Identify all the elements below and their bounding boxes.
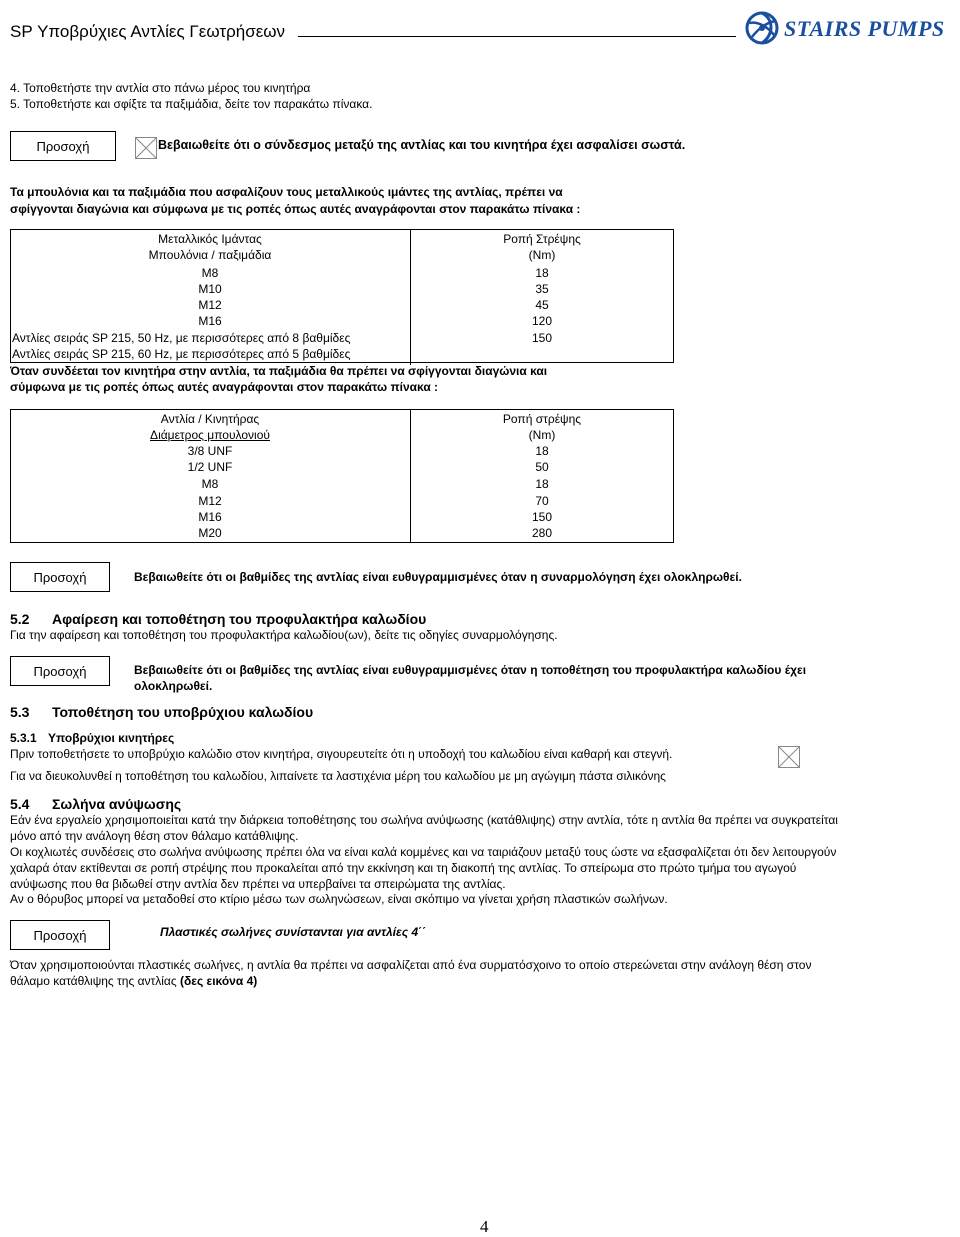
- table-row-torque: 50: [535, 460, 549, 474]
- step-5: 5. Τοποθετήστε και σφίξτε τα παξιμάδια, δείτε τον παρακάτω πίνακα.: [10, 97, 373, 111]
- warning-3-line-2: ολοκληρωθεί.: [134, 679, 213, 693]
- table-2-header-col1-line2: Διάμετρος μπουλονιού: [150, 428, 270, 442]
- table-row-size: M12: [198, 494, 222, 508]
- table-row-torque: 280: [531, 526, 553, 540]
- table-1-header-col2-line2: (Nm): [528, 248, 556, 262]
- stairs-pumps-logo: [744, 8, 956, 48]
- step-4: 4. Τοποθετήστε την αντλία στο πάνω μέρος του κινητήρα: [10, 81, 311, 95]
- logo-swirl-icon: [744, 9, 780, 47]
- header-rule: [298, 36, 736, 37]
- section-5-3-1-title: Υποβρύχιοι κινητήρες: [48, 731, 175, 745]
- section-5-4-line: χαλαρά όταν εκτίθενται σε ροπή στρέψης που προκαλείται από την εκκίνηση και τη διακοπή της αντλίας. Το σπείρωμα στο πρώτο τμήμα του αγωγού: [10, 861, 797, 875]
- table-2-header-col1-line1: Αντλία / Κινητήρας: [160, 412, 260, 426]
- document-header-title: SP Υποβρύχιες Αντλίες Γεωτρήσεων: [10, 22, 286, 41]
- table-1-header-col1-line2: Μπουλόνια / παξιμάδια: [148, 248, 272, 262]
- table-1-note-60hz: Αντλίες σειράς SP 215, 60 Hz, με περισσότερες από 5 βαθμίδες: [12, 347, 351, 361]
- table-row-torque: 18: [535, 477, 549, 491]
- warning-4-text: Πλαστικές σωλήνες συνίστανται για αντλίες 4΄΄: [160, 925, 427, 939]
- table-row-size: M16: [198, 314, 222, 328]
- section-5-3-1-line-1: Πριν τοποθετήσετε το υποβρύχιο καλώδιο στον κινητήρα, σιγουρευτείτε ότι η υποδοχή του καλωδίου είναι καθαρή και στεγνή.: [10, 747, 673, 761]
- table-row-torque: 18: [535, 444, 549, 458]
- section-5-2-number: 5.2: [10, 611, 30, 627]
- paragraph-2-line-1: Όταν συνδέεται τον κινητήρα στην αντλία, τα παξιμάδια θα πρέπει να σφίγγονται διαγώνια και: [10, 364, 548, 378]
- table-row-torque: 18: [535, 266, 549, 280]
- table-row-size: M16: [198, 510, 222, 524]
- page-number: 4: [480, 1217, 489, 1236]
- table-row-torque: 70: [535, 494, 549, 508]
- paragraph-1-line-2: σφίγγονται διαγώνια και σύμφωνα με τις ροπές όπως αυτές αναγράφονται στον παρακάτω πίνακα :: [10, 202, 581, 216]
- final-paragraph-text: θάλαμο κατάθλιψης της αντλίας: [10, 974, 180, 988]
- paragraph-2-line-2: σύμφωνα με τις ροπές όπως αυτές αναγράφονται στον παρακάτω πίνακα :: [10, 380, 439, 394]
- section-5-2-body: Για την αφαίρεση και τοποθέτηση του προφυλακτήρα καλωδίου(ων), δείτε τις οδηγίες συναρμολόγησης.: [10, 628, 558, 642]
- warning-label-box: Προσοχή: [10, 562, 110, 592]
- table-row-size: M8: [201, 266, 219, 280]
- table-1-note-torque: 150: [531, 331, 553, 345]
- section-5-4-line: μόνο από την ανάλογη θέση στον θάλαμο κατάθλιψης.: [10, 829, 299, 843]
- table-2-header-col2-line2: (Nm): [528, 428, 556, 442]
- missing-image-icon: [135, 137, 157, 159]
- section-5-3-number: 5.3: [10, 704, 30, 720]
- figure-reference: (δες εικόνα 4): [179, 974, 258, 988]
- warning-label-box: Προσοχή: [10, 656, 110, 686]
- section-5-3-title: Τοποθέτηση του υποβρύχιου καλωδίου: [52, 704, 314, 720]
- table-1-header-col1-line1: Μεταλλικός Ιμάντας: [158, 232, 262, 246]
- table-row-size: 3/8 UNF: [187, 444, 233, 458]
- warning-2-text: Βεβαιωθείτε ότι οι βαθμίδες της αντλίας είναι ευθυγραμμισμένες όταν η συναρμολόγηση έχει ολοκληρωθεί.: [134, 570, 742, 584]
- section-5-4-line: Αν ο θόρυβος μπορεί να μεταδοθεί στο κτίριο μέσω των σωληνώσεων, είναι σκόπιμο να γίνεται χρήση πλαστικών σωλήνων.: [10, 892, 668, 906]
- warning-1-text: Βεβαιωθείτε ότι ο σύνδεσμος μεταξύ της αντλίας και του κινητήρα έχει ασφαλίσει σωστά.: [158, 138, 686, 152]
- table-row-size: M10: [198, 282, 222, 296]
- section-5-4-line: ανύψωσης που θα βιδωθεί στην αντλία δεν πρέπει να υπερβαίνει τα σπειρώματα της αντλίας.: [10, 877, 506, 891]
- section-5-3-1-number: 5.3.1: [10, 731, 37, 745]
- logo-text: STAIRS PUMPS: [784, 16, 945, 41]
- warning-label-box: Προσοχή: [10, 920, 110, 950]
- warning-3-line-1: Βεβαιωθείτε ότι οι βαθμίδες της αντλίας είναι ευθυγραμμισμένες όταν η τοποθέτηση του προφυλακτήρα καλωδίου έχει: [134, 663, 807, 677]
- section-5-2-title: Αφαίρεση και τοποθέτηση του προφυλακτήρα καλωδίου: [52, 611, 427, 627]
- section-5-4-title: Σωλήνα ανύψωσης: [52, 796, 182, 812]
- table-1-header-col2-line1: Ροπή Στρέψης: [503, 232, 581, 246]
- table-row-size: 1/2 UNF: [187, 460, 233, 474]
- table-row-torque: 35: [535, 282, 549, 296]
- section-5-4-line: Εάν ένα εργαλείο χρησιμοποιείται κατά την διάρκεια τοποθέτησης του σωλήνα ανύψωσης (κατάθλιψης) στην αντλία, τότε η αντλία θα πρέπει να συγκρατείται: [10, 813, 838, 827]
- table-row-torque: 120: [531, 314, 553, 328]
- table-row-size: M20: [198, 526, 222, 540]
- section-5-4-line: Οι κοχλιωτές συνδέσεις στο σωλήνα ανύψωσης πρέπει όλα να είναι καλά κομμένες και να ταιριάζουν μεταξύ τους ώστε να εξασφαλίζεται ότι δεν λειτουργούν: [10, 845, 837, 859]
- section-5-3-1-line-2: Για να διευκολυνθεί η τοποθέτηση του καλωδίου, λιπαίνετε τα λαστιχένια μέρη του καλωδίου με μη αγώγιμη πάστα σιλικόνης: [10, 769, 666, 783]
- final-paragraph-line-1: Όταν χρησιμοποιούνται πλαστικές σωλήνες, η αντλία θα πρέπει να ασφαλίζεται από ένα συρματόσχοινο το οποίο στερεώνεται στην ανάλογη θέση στον: [10, 958, 812, 972]
- table-row-torque: 150: [531, 510, 553, 524]
- table-row-size: M8: [201, 477, 219, 491]
- table-row-torque: 45: [535, 298, 549, 312]
- paragraph-1-line-1: Τα μπουλόνια και τα παξιμάδια που ασφαλίζουν τους μεταλλικούς ιμάντες της αντλίας, πρέπει να: [10, 185, 563, 199]
- table-2-header-col2-line1: Ροπή στρέψης: [502, 412, 582, 426]
- section-5-4-number: 5.4: [10, 796, 30, 812]
- final-paragraph-line-2: [10, 974, 257, 989]
- warning-label-box: Προσοχή: [10, 131, 116, 161]
- table-1-note-50hz: Αντλίες σειράς SP 215, 50 Hz, με περισσότερες από 8 βαθμίδες: [12, 331, 351, 345]
- missing-image-icon: [778, 746, 800, 768]
- table-row-size: M12: [198, 298, 222, 312]
